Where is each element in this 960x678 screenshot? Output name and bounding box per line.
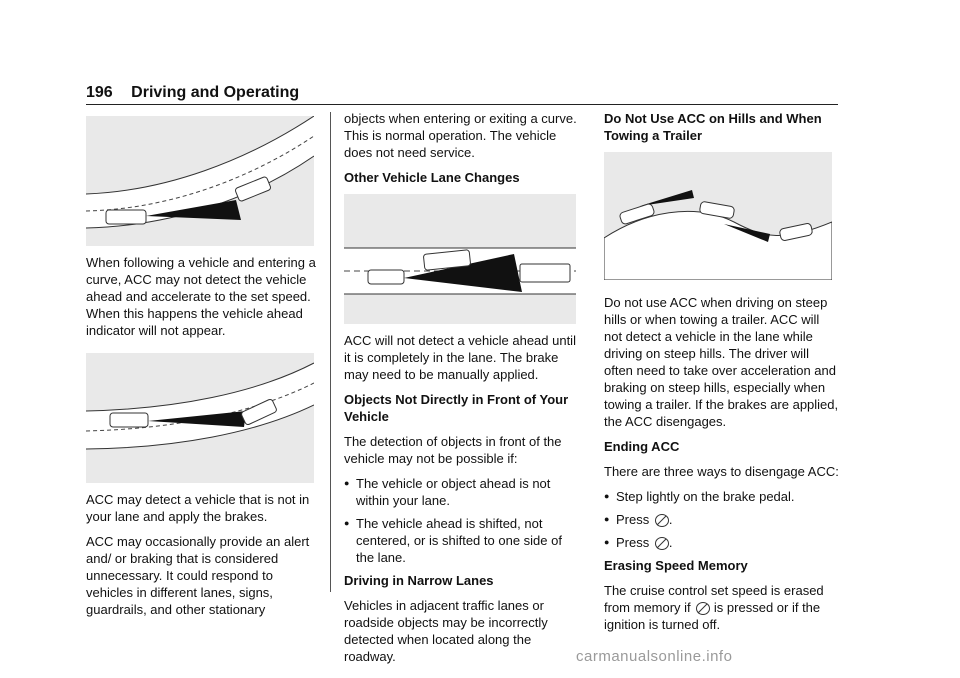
list-item: ● Step lightly on the brake pedal. — [604, 488, 840, 505]
subheading: Driving in Narrow Lanes — [344, 573, 494, 588]
lane-change-illustration — [344, 194, 576, 324]
list-item: ● Press . — [604, 511, 840, 528]
column-3 — [604, 110, 840, 641]
paragraph: Vehicles in adjacent traffic lanes or roadside objects may be incorrectly detected when located along the roadway. — [344, 598, 548, 664]
paragraph: objects when entering or exiting a curve. This is normal operation. The vehicle does not need service. — [344, 111, 577, 160]
paragraph: The detection of objects in front of the vehicle may not be possible if: — [344, 434, 562, 466]
bullet-list — [604, 488, 840, 551]
cruise-cancel-icon — [655, 514, 669, 527]
paragraph: When following a vehicle and entering a curve, ACC may not detect the vehicle ahead and accelerate to the set speed. When this happens the vehicle ahead indicator will not appear. — [86, 255, 316, 338]
paragraph: ACC may occasionally provide an alert and/ or braking that is considered unnecessary. It could respond to vehicles in different lanes, signs, guardrails, and other stationary — [86, 534, 310, 617]
bullet-list — [344, 475, 580, 566]
page-header — [86, 84, 299, 102]
section-title: Driving and Operating — [131, 84, 300, 101]
list-item: ● Press . — [604, 534, 840, 551]
hill-driving-illustration — [604, 152, 832, 280]
paragraph-text: is pressed or if the ignition is turned off. — [604, 600, 821, 632]
paragraph-text: The cruise control set speed is erased from memory if — [604, 583, 824, 615]
header-rule — [86, 104, 838, 105]
subheading: Do Not Use ACC on Hills and When Towing a Trailer — [604, 111, 822, 143]
curve-vehicle-ahead-illustration — [86, 116, 314, 246]
subheading: Erasing Speed Memory — [604, 558, 748, 573]
column-1 — [86, 116, 322, 626]
cruise-off-icon — [696, 602, 710, 615]
page-number: 196 — [86, 84, 113, 101]
watermark: carmanualsonline.info — [576, 648, 733, 665]
subheading: Objects Not Directly in Front of Your Vehicle — [344, 392, 569, 424]
paragraph — [604, 582, 840, 633]
subheading: Other Vehicle Lane Changes — [344, 170, 520, 185]
paragraph: Do not use ACC when driving on steep hills or when towing a trailer. ACC will not detect a vehicle in the lane while driving on steep hills. The driver will often need to take over acceleration and braking on steep hills, especially when towing a trailer. If the brakes are applied, the ACC disengages. — [604, 295, 839, 429]
subheading: Ending ACC — [604, 439, 680, 454]
list-item: ● The vehicle or object ahead is not within your lane. — [344, 475, 580, 509]
list-item-text: Press — [616, 512, 650, 527]
list-item-text: Press — [616, 535, 650, 550]
cruise-off-icon — [655, 537, 669, 550]
adjacent-lane-vehicle-illustration — [86, 353, 314, 483]
paragraph: There are three ways to disengage ACC: — [604, 464, 839, 479]
list-item: ● The vehicle ahead is shifted, not centered, or is shifted to one side of the lane. — [344, 515, 580, 566]
paragraph: ACC may detect a vehicle that is not in your lane and apply the brakes. — [86, 492, 310, 524]
column-divider — [330, 112, 331, 592]
column-2 — [344, 110, 580, 673]
paragraph: ACC will not detect a vehicle ahead until it is completely in the lane. The brake may need to be manually applied. — [344, 333, 576, 382]
